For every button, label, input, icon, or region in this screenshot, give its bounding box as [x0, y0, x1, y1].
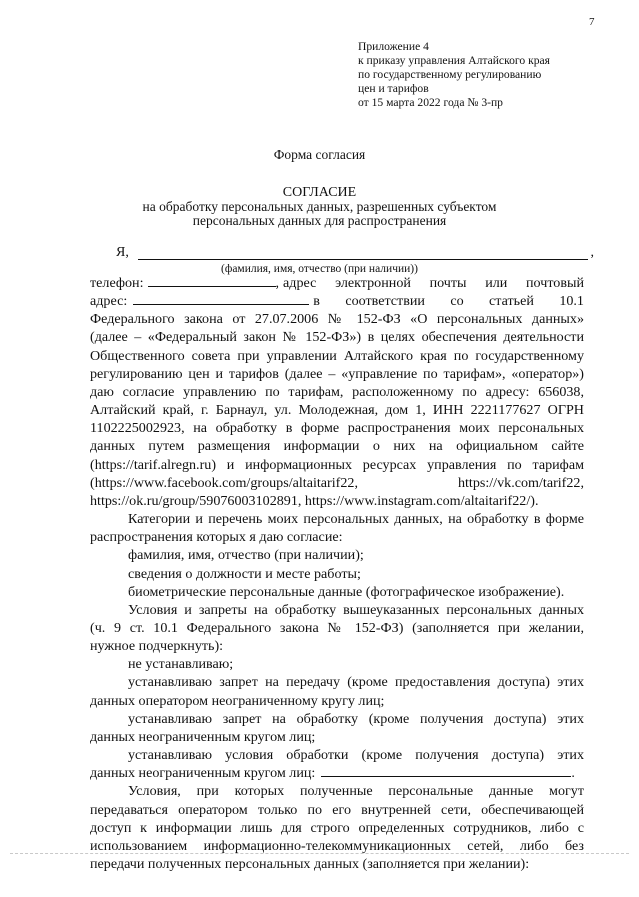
body-line: 1102225002923, на обработку в форме распространения моих персональных: [90, 420, 584, 437]
appendix-header: [358, 40, 550, 110]
appendix-line: Приложение 4: [358, 40, 429, 53]
condition-option-processing-ban[interactable]: устанавливаю запрет на обработку (кроме получения доступа) этих: [128, 710, 584, 727]
ya-comma: ,: [590, 245, 594, 260]
appendix-line: к приказу управления Алтайского края: [358, 54, 550, 67]
condition-option-none[interactable]: не устанавливаю;: [128, 656, 234, 673]
category-item: биометрические персональные данные (фотографическое изображение).: [128, 583, 565, 600]
subtitle-line: на обработку персональных данных, разрешенных субъектом: [142, 199, 497, 214]
network-line: передаваться оператором только по его внутренней сети, обеспечивающей: [90, 801, 584, 818]
phone-row-text: адрес электронной почты или почтовый: [283, 275, 584, 291]
address-blank[interactable]: [133, 292, 309, 305]
conditions-blank[interactable]: [321, 764, 571, 777]
category-item: фамилия, имя, отчество (при наличии);: [128, 547, 364, 564]
body-line: Общественного совета при управлении Алтайского края по государственному: [90, 347, 584, 364]
condition-option-processing-ban-cont: данных неограниченным кругом лиц;: [90, 728, 316, 745]
phone-label: телефон:: [90, 275, 144, 291]
full-name-blank[interactable]: [138, 259, 588, 260]
page-bottom-divider: [10, 853, 629, 854]
condition-option-conditions-row: данных неограниченным кругом лиц: .: [90, 765, 575, 782]
body-line: (далее – «Федеральный закон № 152-ФЗ») в целях обеспечения деятельности: [90, 329, 584, 346]
conditions-intro-last: нужное подчеркнуть):: [90, 638, 224, 655]
address-row: [90, 292, 584, 310]
condition-option-conditions-cont: данных неограниченным кругом лиц:: [90, 765, 316, 782]
categories-intro: Категории и перечень моих персональных данных, на обработку в форме: [128, 511, 584, 528]
address-row-text: в соответствии со статьей 10.1: [313, 293, 584, 310]
document-subtitle: [0, 200, 639, 228]
full-name-row: [116, 245, 594, 263]
appendix-line: по государственному регулированию: [358, 68, 542, 81]
address-label: адрес:: [90, 293, 128, 310]
conditions-intro: Условия и запреты на обработку вышеуказанных персональных данных: [128, 601, 584, 618]
body-line: (https://tarif.alregn.ru) и информационных ресурсах управления по тарифам: [90, 456, 584, 473]
phone-blank[interactable]: [148, 274, 276, 287]
full-name-hint: (фамилия, имя, отчество (при наличии)): [221, 263, 418, 275]
condition-option-transfer-ban[interactable]: устанавливаю запрет на передачу (кроме предоставления доступа) этих: [128, 674, 584, 691]
network-line: доступ к информации лишь для строго определенных сотрудников, либо с: [90, 819, 584, 836]
body-line: регулированию цен и тарифов (далее – «управление по тарифам», «оператор»): [90, 365, 584, 382]
ya-label: Я,: [116, 245, 129, 260]
category-item: сведения о должности и месте работы;: [128, 565, 361, 582]
phone-row: телефон: , адрес электронной почты или почтовый: [90, 275, 584, 291]
subtitle-line: персональных данных для распространения: [192, 213, 447, 228]
condition-option-transfer-ban-cont: данных оператором неограниченному кругу лиц;: [90, 692, 385, 709]
body-line: данных путем размещения информации о них на официальном сайте: [90, 438, 584, 455]
form-title: Форма согласия: [273, 147, 366, 162]
network-line: Условия, при которых полученные персональные данные могут: [128, 783, 584, 800]
body-line: даю согласие управлению по тарифам, расположенному по адресу: 656038,: [90, 383, 584, 400]
body-line: Федерального закона от 27.07.2006 № 152-ФЗ «О персональных данных»: [90, 311, 584, 328]
network-line: использованием информационно-телекоммуникационных сетей, либо без: [90, 837, 584, 854]
consent-body: [90, 274, 584, 873]
page-number: 7: [589, 16, 595, 28]
network-line-last: передачи полученных персональных данных (заполняется при желании):: [90, 856, 530, 872]
conditions-intro: (ч. 9 ст. 10.1 Федерального закона № 152-ФЗ) (заполняется при желании,: [90, 619, 584, 636]
condition-option-conditions[interactable]: устанавливаю условия обработки (кроме получения доступа) этих: [128, 747, 584, 764]
categories-intro-last: распространения которых я даю согласие:: [90, 529, 343, 546]
appendix-line: цен и тарифов: [358, 82, 429, 95]
body-line: (https://www.facebook.com/groups/altaitarif22, https://vk.com/tarif22,: [90, 474, 584, 491]
body-line: Алтайский край, г. Барнаул, ул. Молодежная, дом 1, ИНН 2221177627 ОГРН: [90, 402, 584, 419]
document-title: СОГЛАСИЕ: [282, 185, 357, 200]
appendix-line: от 15 марта 2022 года № 3-пр: [358, 96, 503, 109]
body-line-last: https://ok.ru/group/59076003102891, https://www.instagram.com/altaitarif22/).: [90, 492, 539, 509]
